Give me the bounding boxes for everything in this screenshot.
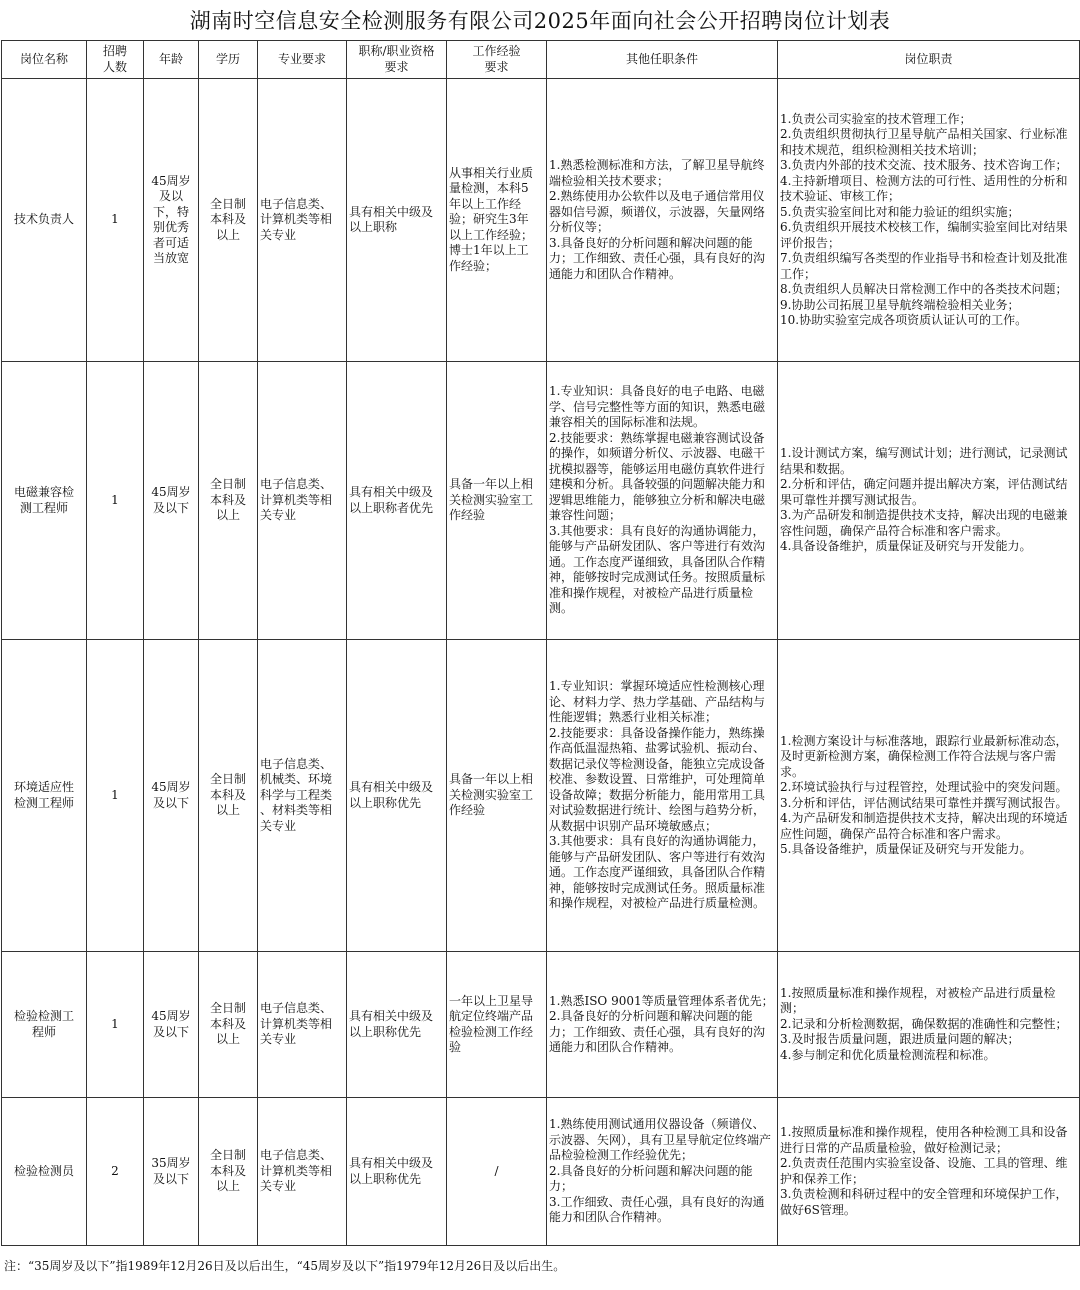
- position-cell: 技术负责人: [2, 79, 87, 362]
- table-row: [2, 1098, 1080, 1246]
- other-requirements-cell: [547, 362, 778, 640]
- requirement-item: 2.技能要求：熟练掌握电磁兼容测试设备的操作，如频谱分析仪、示波器、电磁干扰模拟器等，能够运用电磁仿真软件进行建模和分析。具备较强的问题解决能力和逻辑思维能力，能够独立分析和解决电磁兼容性问题；: [549, 430, 766, 523]
- requirement-item: 1.专业知识：掌握环境适应性检测核心理论、材料力学、热力学基础、产品结构与性能逻辑；熟悉行业相关标准；: [549, 679, 766, 725]
- footnote: 注：“35周岁及以下”指1989年12月26日及以后出生，“45周岁及以下”指1979年12月26日及以后出生。: [4, 1259, 566, 1273]
- duty-item: 1.按照质量标准和操作规程，使用各种检测工具和设备进行日常的产品质量检验，做好检测记录；: [780, 1125, 1068, 1155]
- duties-cell: [778, 640, 1080, 952]
- header-position: 岗位名称: [2, 41, 87, 79]
- major-cell: 电子信息类、 计算机类等相 关专业: [258, 362, 347, 640]
- requirement-item: 1.熟悉检测标准和方法，了解卫星导航终端检验相关技术要求；: [549, 158, 765, 188]
- position-cell: 检验检测员: [2, 1098, 87, 1246]
- duty-item: 2.记录和分析检测数据，确保数据的准确性和完整性；: [780, 1016, 1068, 1031]
- duty-item: 4.具备设备维护，质量保证及研究与开发能力。: [780, 539, 1032, 554]
- other-requirements-cell: [547, 640, 778, 952]
- duty-item: 3.负责内外部的技术交流、技术服务、技术咨询工作；: [780, 158, 1068, 172]
- duty-item: 2.分析和评估，确定问题并提出解决方案，评估测试结果可靠性并撰写测试报告。: [780, 477, 1068, 507]
- qualification-cell: 具有相关中级及 以上职称优先: [347, 952, 447, 1098]
- table-header-row: [2, 41, 1080, 79]
- table-row: [2, 952, 1080, 1098]
- experience-cell: 从事相关行业质 量检测，本科5 年以上工作经 验；研究生3年 以上工作经验； 博士1年以上工 作经验；: [447, 79, 547, 362]
- duties-cell: [778, 362, 1080, 640]
- header-count: 招聘 人数: [87, 41, 144, 79]
- count-cell: 1: [87, 640, 144, 952]
- header-qualification: 职称/职业资格 要求: [347, 41, 447, 79]
- age-cell: 45周岁 及以下: [144, 362, 199, 640]
- major-cell: 电子信息类、 计算机类等相 关专业: [258, 79, 347, 362]
- recruitment-table: [1, 40, 1080, 1246]
- duty-item: 2.负责责任范围内实验室设备、设施、工具的管理、维护和保养工作；: [780, 1156, 1068, 1186]
- count-cell: 2: [87, 1098, 144, 1246]
- requirement-item: 3.具备良好的分析问题和解决问题的能力；工作细致、责任心强，具有良好的沟通能力和团队合作精神。: [549, 235, 766, 281]
- duties-cell: [778, 952, 1080, 1098]
- position-cell: 电磁兼容检 测工程师: [2, 362, 87, 640]
- duty-item: 2.负责组织贯彻执行卫星导航产品相关国家、行业标准和技术规范，组织检测相关技术培训；: [780, 127, 1068, 157]
- position-cell: 环境适应性 检测工程师: [2, 640, 87, 952]
- other-requirements-cell: [547, 79, 778, 362]
- experience-cell: 具备一年以上相 关检测实验室工 作经验: [447, 362, 547, 640]
- other-requirements-cell: [547, 1098, 778, 1246]
- requirement-item: 1.专业知识：具备良好的电子电路、电磁学、信号完整性等方面的知识，熟悉电磁兼容相关的国际标准和法规。: [549, 384, 766, 430]
- table-row: [2, 362, 1080, 640]
- qualification-cell: 具有相关中级及 以上职称: [347, 79, 447, 362]
- requirement-item: 3.其他要求：具有良好的沟通协调能力，能够与产品研发团队、客户等进行有效沟通。工作态度严谨细致，具备团队合作精神，能够按时完成测试任务。按照质量标准和操作规程，对被检产品进行质量检测。: [549, 523, 766, 616]
- duty-item: 10.协助实验室完成各项资质认证认可的工作。: [780, 313, 1028, 327]
- qualification-cell: 具有相关中级及 以上职称优先: [347, 640, 447, 952]
- count-cell: 1: [87, 952, 144, 1098]
- duty-item: 1.设计测试方案，编写测试计划；进行测试，记录测试结果和数据。: [780, 446, 1068, 476]
- duty-item: 5.负责实验室间比对和能力验证的组织实施；: [780, 204, 1020, 219]
- qualification-cell: 具有相关中级及 以上职称者优先: [347, 362, 447, 640]
- requirement-item: 2.具备良好的分析问题和解决问题的能力；: [549, 1163, 753, 1194]
- duty-item: 3.为产品研发和制造提供技术支持，解决出现的电磁兼容性问题，确保产品符合标准和客户需求。: [780, 508, 1068, 538]
- qualification-cell: 具有相关中级及 以上职称优先: [347, 1098, 447, 1246]
- requirement-item: 2.熟练使用办公软件以及电子通信常用仪器如信号源，频谱仪，示波器，矢量网络分析仪等；: [549, 189, 766, 234]
- position-cell: 检验检测工 程师: [2, 952, 87, 1098]
- requirement-item: 3.工作细致、责任心强，具有良好的沟通能力和团队合作精神。: [549, 1194, 765, 1225]
- header-experience: 工作经验 要求: [447, 41, 547, 79]
- duties-cell: [778, 79, 1080, 362]
- education-cell: 全日制 本科及 以上: [199, 640, 258, 952]
- experience-cell: 一年以上卫星导 航定位终端产品 检验检测工作经 验: [447, 952, 547, 1098]
- duty-item: 3.分析和评估，评估测试结果可靠性并撰写测试报告。: [780, 795, 1068, 810]
- other-requirements-cell: [547, 952, 778, 1098]
- header-duties: 岗位职责: [778, 41, 1080, 79]
- age-cell: 45周岁 及以 下，特 别优秀 者可适 当放宽: [144, 79, 199, 362]
- education-cell: 全日制 本科及 以上: [199, 362, 258, 640]
- duty-item: 3.及时报告质量问题，跟进质量问题的解决；: [780, 1032, 1020, 1047]
- count-cell: 1: [87, 362, 144, 640]
- age-cell: 35周岁 及以下: [144, 1098, 199, 1246]
- requirement-item: 2.技能要求：具备设备操作能力，熟练操作高低温湿热箱、盐雾试验机、振动台、数据记录仪等检测设备，能独立完成设备校准、参数设置、日常维护，可处理简单设备故障；数据分析能力，能用常用工具对试验数据进行统计、绘图与趋势分析，从数据中识别产品环境敏感点；: [549, 725, 766, 833]
- table-row: [2, 640, 1080, 952]
- duty-item: 7.负责组织编写各类型的作业指导书和检查计划及批准工作；: [780, 251, 1068, 281]
- experience-cell: /: [447, 1098, 547, 1246]
- duty-item: 9.协助公司拓展卫星导航终端检验相关业务；: [780, 297, 1020, 312]
- duty-item: 4.参与制定和优化质量检测流程和标准。: [780, 1047, 996, 1062]
- requirement-item: 3.其他要求：具有良好的沟通协调能力，能够与产品研发团队、客户等进行有效沟通。工作态度严谨细致，具备团队合作精神，能够按时完成测试任务。照质量标准和操作规程，对被检产品进行质量检测。: [549, 834, 766, 911]
- requirement-item: 1.熟悉ISO 9001等质量管理体系者优先；: [549, 993, 774, 1008]
- duty-item: 3.负责检测和科研过程中的安全管理和环境保护工作，做好6S管理。: [780, 1187, 1068, 1217]
- header-age: 年龄: [144, 41, 199, 79]
- major-cell: 电子信息类、 计算机类等相 关专业: [258, 952, 347, 1098]
- duty-item: 1.检测方案设计与标准落地，跟踪行业最新标准动态，及时更新检测方案，确保检测工作符合法规与客户需求。: [780, 733, 1068, 779]
- education-cell: 全日制 本科及 以上: [199, 952, 258, 1098]
- duty-item: 4.主持新增项目、检测方法的可行性、适用性的分析和技术验证、审核工作；: [780, 173, 1068, 203]
- duty-item: 2.环境试验执行与过程管控，处理试验中的突发问题。: [780, 780, 1068, 794]
- duty-item: 1.按照质量标准和操作规程，对被检产品进行质量检测；: [780, 985, 1056, 1016]
- education-cell: 全日制 本科及 以上: [199, 79, 258, 362]
- requirement-item: 2.具备良好的分析问题和解决问题的能力；工作细致、责任心强，具有良好的沟通能力和团队合作精神。: [549, 1009, 766, 1054]
- age-cell: 45周岁 及以下: [144, 952, 199, 1098]
- document-title: 湖南时空信息安全检测服务有限公司2025年面向社会公开招聘岗位计划表: [189, 9, 891, 33]
- header-education: 学历: [199, 41, 258, 79]
- table-row: [2, 79, 1080, 362]
- major-cell: 电子信息类、 机械类、环境 科学与工程类 、材料类等相 关专业: [258, 640, 347, 952]
- duty-item: 5.具备设备维护，质量保证及研究与开发能力。: [780, 842, 1032, 856]
- education-cell: 全日制 本科及 以上: [199, 1098, 258, 1246]
- duty-item: 4.为产品研发和制造提供技术支持，解决出现的环境适应性问题，确保产品符合标准和客户需求。: [780, 811, 1068, 841]
- age-cell: 45周岁 及以下: [144, 640, 199, 952]
- experience-cell: 具备一年以上相 关检测实验室工 作经验: [447, 640, 547, 952]
- duty-item: 1.负责公司实验室的技术管理工作；: [780, 111, 972, 126]
- header-other: 其他任职条件: [547, 41, 778, 79]
- duty-item: 6.负责组织开展技术校核工作，编制实验室间比对结果评价报告；: [780, 220, 1068, 250]
- requirement-item: 1.熟练使用测试通用仪器设备（频谱仪、示波器、矢网），具有卫星导航定位终端产品检验检测工作经验优先；: [549, 1117, 772, 1163]
- duties-cell: [778, 1098, 1080, 1246]
- header-major: 专业要求: [258, 41, 347, 79]
- count-cell: 1: [87, 79, 144, 362]
- duty-item: 8.负责组织人员解决日常检测工作中的各类技术问题；: [780, 282, 1068, 296]
- major-cell: 电子信息类、 计算机类等相 关专业: [258, 1098, 347, 1246]
